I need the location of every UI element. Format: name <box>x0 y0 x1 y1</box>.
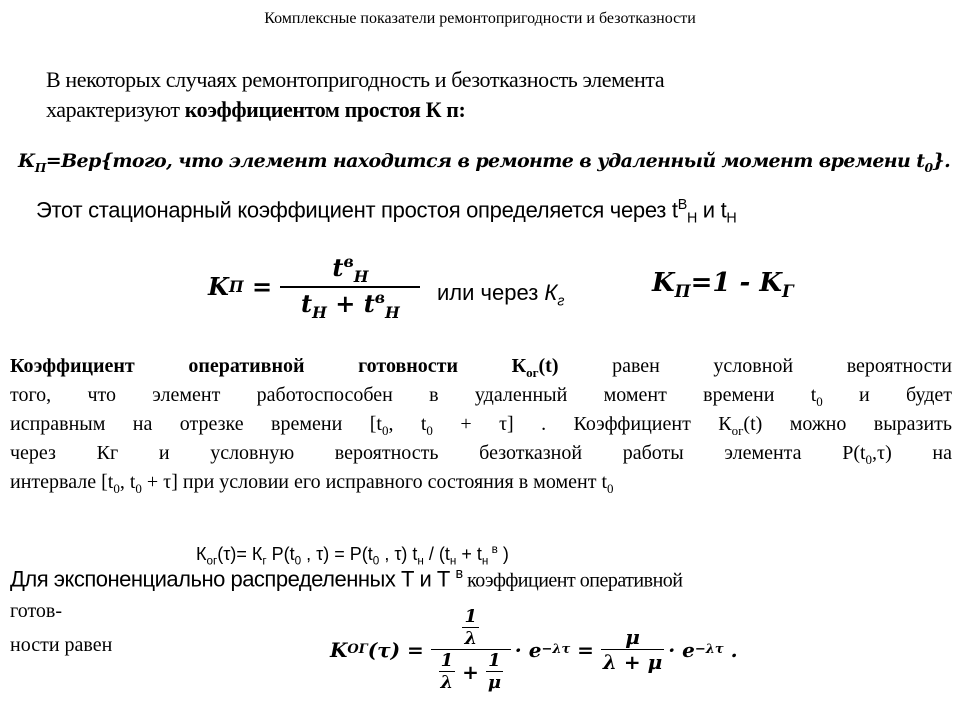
slide-title: Комплексные показатели ремонтопригодности и безотказности <box>264 10 696 27</box>
kp-definition-close: }. <box>932 150 951 172</box>
intro-bold-term: коэффициентом простоя К п: <box>184 97 466 122</box>
fraction <box>280 252 420 322</box>
k-symbol: K <box>208 272 229 302</box>
sub: Н <box>353 266 369 286</box>
denominator <box>299 288 402 322</box>
plus: + <box>326 288 364 318</box>
operational-readiness-paragraph <box>10 352 952 497</box>
one-over-lambda <box>439 650 456 693</box>
num: 1 <box>488 650 501 671</box>
denominator <box>437 650 506 693</box>
sub: ог <box>206 554 218 568</box>
formula-kp-fraction <box>208 252 420 322</box>
subscript-h: Н <box>686 210 697 227</box>
sup: в <box>488 543 498 556</box>
den: μ <box>487 672 502 693</box>
sub: Н <box>312 302 327 322</box>
text: (t) можно выразить <box>743 413 953 435</box>
equals-one-minus: =1 - <box>690 268 760 298</box>
sub: ог <box>526 365 539 380</box>
formula-kp-complement <box>652 268 794 301</box>
sub: 0 <box>113 481 120 496</box>
sub: 0 <box>135 481 142 496</box>
intro-line-1: В некоторых случаях ремонтопригодность и безотказность элемента <box>46 67 665 92</box>
text: , t <box>388 413 427 435</box>
or-text: или через <box>437 280 545 305</box>
text: ) <box>497 544 509 564</box>
equals-sign: = <box>570 637 601 662</box>
and-text: и t <box>696 197 727 223</box>
sub: 0 <box>372 554 380 568</box>
equals-sign: = <box>243 272 281 302</box>
intro-plain: характеризуют <box>46 97 185 122</box>
sub: н <box>449 554 457 568</box>
num: 1 <box>464 606 478 627</box>
exponential-line-3: ности равен <box>10 634 113 656</box>
text: / (t <box>423 544 450 564</box>
kg-symbol: K <box>759 268 782 298</box>
period: . <box>723 637 738 662</box>
sup: −λτ <box>694 642 724 657</box>
sub: 0 <box>816 394 823 409</box>
text: + τ] . Коэффициент К <box>432 413 732 435</box>
text: коэффициент оперативной <box>462 569 683 592</box>
sub: н <box>417 554 424 568</box>
exponential-line-2: готов- <box>10 600 63 622</box>
bold-term-end: (t) <box>538 355 559 377</box>
sub: 0 <box>381 423 389 438</box>
argument: (τ) = <box>367 637 431 662</box>
sup: в <box>343 252 354 271</box>
num: 1 <box>440 650 454 671</box>
kp-definition-text: =Вер{того, что элемент находится в ремонте в удаленный момент времени t <box>45 150 925 172</box>
numerator <box>330 252 370 286</box>
downtime-coefficient-definition <box>18 150 950 175</box>
text: , τ) t <box>379 544 418 564</box>
text: Для экспоненциально распределенных Т и Т <box>10 566 456 592</box>
sup: в <box>455 566 463 582</box>
text: , t <box>119 471 136 493</box>
sub: н <box>481 554 489 568</box>
paragraph-line <box>10 468 952 497</box>
t-symbol: t <box>363 288 375 318</box>
stationary-text: Этот стационарный коэффициент простоя определяется через t <box>36 197 678 223</box>
paragraph-line <box>10 410 952 439</box>
text: того, что элемент работоспособен в удаленный момент времени t <box>10 384 817 406</box>
exp: · e <box>668 637 695 662</box>
or-through-text <box>437 280 564 309</box>
text: + τ] при условии его исправного состояния в момент t <box>141 471 607 493</box>
den: λ <box>440 672 454 693</box>
k-subscript: П <box>228 277 244 297</box>
text: равен условной вероятности <box>558 355 952 377</box>
text: (τ)= К <box>217 544 263 564</box>
text: + t <box>456 544 482 564</box>
text: , τ) = P(t <box>301 544 373 564</box>
t-symbol: t <box>332 253 344 282</box>
k-subscript: П <box>674 281 691 302</box>
numerator <box>460 606 481 649</box>
stationary-coefficient-text <box>36 197 736 227</box>
exp: · e <box>514 637 542 662</box>
sub: ОГ <box>347 642 368 657</box>
denominator: λ + μ <box>602 650 663 674</box>
intro-line-2 <box>46 97 465 123</box>
bold-term: Коэффициент оперативной готовности К <box>10 355 527 377</box>
sub: 0 <box>426 423 433 438</box>
k-subscript: г <box>557 293 565 310</box>
sub: Н <box>385 302 400 322</box>
text: через Кг и условную вероятность безотказной работы элемента Р(t <box>10 442 866 464</box>
subscript-h: Н <box>726 210 737 227</box>
formula-kog-exponential <box>330 606 738 693</box>
t0-subscript: 0 <box>924 159 933 175</box>
k-symbol: К <box>196 544 207 564</box>
text: и будет <box>822 384 952 406</box>
text: ,τ) на <box>872 442 952 464</box>
text: интервале [t <box>10 471 114 493</box>
den: λ <box>464 628 478 649</box>
paragraph-line <box>10 352 952 381</box>
sup: в <box>374 287 386 307</box>
sub: 0 <box>294 554 302 568</box>
sup: −λτ <box>541 642 571 657</box>
sub: 0 <box>865 452 873 467</box>
k-symbol: К <box>544 280 558 305</box>
one-over-mu <box>486 650 503 693</box>
kg-subscript: Г <box>781 281 794 302</box>
kp-symbol: К <box>18 150 35 172</box>
sub: ог <box>731 423 744 438</box>
exponential-line-1 <box>10 566 682 592</box>
paragraph-line <box>10 381 952 410</box>
sub: 0 <box>607 481 614 496</box>
text: P(t <box>266 544 295 564</box>
sub: г <box>262 554 267 568</box>
one-over-lambda <box>462 606 479 649</box>
plus: + <box>455 659 486 684</box>
paragraph-line <box>10 439 952 468</box>
t-symbol: t <box>301 288 313 318</box>
big-fraction <box>431 606 511 693</box>
k-symbol: K <box>652 268 675 298</box>
numerator: μ <box>625 625 640 649</box>
k-symbol: K <box>330 637 348 662</box>
mu-fraction <box>601 625 664 674</box>
kp-subscript: П <box>34 159 46 175</box>
superscript-b: В <box>677 197 687 213</box>
text: исправным на отрезке времени [t <box>10 413 382 435</box>
formula-kog-expression <box>196 543 509 568</box>
